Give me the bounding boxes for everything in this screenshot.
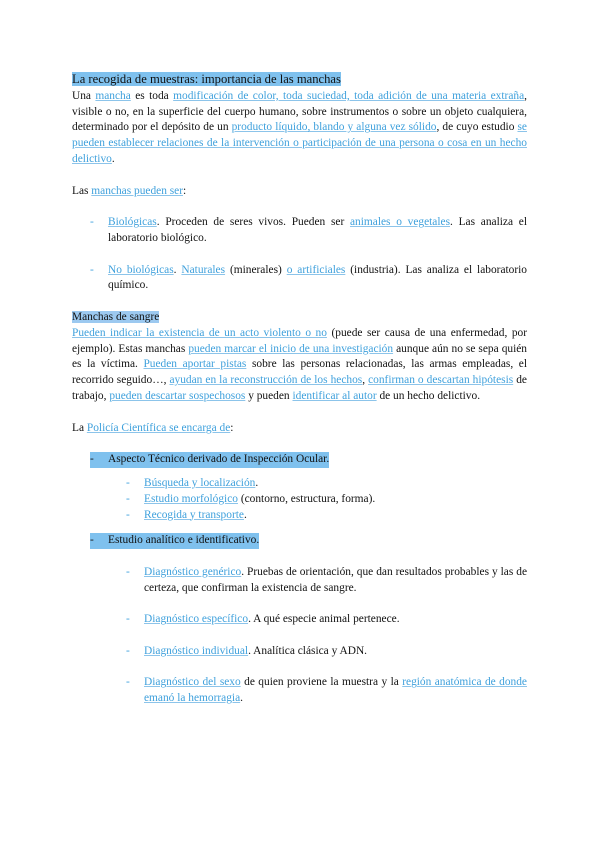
intro-text: , de cuyo estudio xyxy=(436,121,518,134)
technical-item xyxy=(126,476,527,492)
link-artificiales[interactable]: o artificiales xyxy=(286,263,346,276)
link-diagnostico-sexo[interactable]: Diagnóstico del sexo xyxy=(144,676,241,689)
police-text: La xyxy=(72,421,87,434)
intro-text: Una xyxy=(72,89,96,102)
bullet-dash: - xyxy=(90,534,94,547)
blood-link-hipotesis[interactable]: confirman o descartan hipótesis xyxy=(368,374,514,387)
police-link[interactable]: Policía Científica se encarga de xyxy=(86,421,231,434)
item-text: (contorno, estructura, forma). xyxy=(237,492,376,505)
item-text: . Analítica clásica y ADN. xyxy=(248,644,368,657)
spacer xyxy=(72,660,527,676)
item-text: . A qué especie animal pertenece. xyxy=(248,613,400,626)
link-estudio-morfologico[interactable]: Estudio morfológico xyxy=(144,492,238,505)
types-link[interactable]: manchas pueden ser xyxy=(91,184,184,197)
blood-text: sobre las personas relacionadas, las armas empleadas, el recorrido seguido…, xyxy=(72,358,527,387)
blood-link-acto-violento[interactable]: Pueden indicar la existencia de un acto violento o no xyxy=(72,326,327,339)
police-intro xyxy=(72,421,527,437)
link-naturales[interactable]: Naturales xyxy=(181,263,226,276)
bullet-dash: - xyxy=(126,508,130,521)
blood-text: de trabajo, xyxy=(72,374,527,402)
analytic-item xyxy=(126,612,527,628)
bullet-dash: - xyxy=(90,453,94,466)
technical-item-text xyxy=(144,492,375,508)
intro-link-producto[interactable]: producto líquido, blando y alguna vez sólido xyxy=(231,121,437,134)
list-item-text xyxy=(108,215,527,247)
blood-link-reconstruccion[interactable]: ayudan en la reconstrucción de los hechos xyxy=(169,374,363,387)
intro-link-modificacion[interactable]: modificación de color, toda suciedad, toda adición de una materia extraña xyxy=(173,89,525,102)
intro-paragraph xyxy=(72,89,527,168)
analytic-highlight xyxy=(90,533,259,549)
technical-item-text xyxy=(144,508,247,524)
analytic-item-text xyxy=(144,675,527,707)
police-text: : xyxy=(230,421,234,434)
item-text: . xyxy=(255,476,259,489)
blood-text: y pueden xyxy=(245,389,293,402)
bullet-dash: - xyxy=(90,216,94,229)
section-technical xyxy=(90,452,527,468)
title-highlight: La recogida de muestras: importancia de las manchas xyxy=(72,72,341,86)
blood-heading-highlight: Manchas de sangre xyxy=(72,310,160,323)
analytic-item xyxy=(126,675,527,707)
bullet-dash: - xyxy=(90,263,94,276)
document-page xyxy=(72,72,527,707)
spacer xyxy=(72,294,527,310)
item-text: . Las analiza el laboratorio biológico. xyxy=(108,216,527,244)
link-region-anatomica[interactable]: región anatómica de donde emanó la hemorragia xyxy=(144,676,527,705)
intro-text: . xyxy=(111,152,115,165)
item-text: de quien proviene la muestra y la xyxy=(240,676,403,689)
list-item-no-biologicas xyxy=(90,263,527,295)
analytic-item-text xyxy=(144,612,400,628)
bullet-dash: - xyxy=(126,676,130,689)
link-no-biologicas[interactable]: No biológicas xyxy=(108,263,174,276)
technical-item xyxy=(126,508,527,524)
page-title xyxy=(72,72,527,89)
technical-item xyxy=(126,492,527,508)
analytic-item xyxy=(126,565,527,597)
bullet-dash: - xyxy=(126,565,130,578)
spacer xyxy=(72,597,527,613)
blood-text: , xyxy=(362,374,369,387)
list-item-text xyxy=(108,263,527,295)
bullet-dash: - xyxy=(126,613,130,626)
types-intro xyxy=(72,184,527,200)
intro-text: es toda xyxy=(130,89,174,102)
spacer xyxy=(72,436,527,452)
spacer xyxy=(72,468,527,476)
link-biologicas[interactable]: Biológicas xyxy=(108,216,157,229)
bullet-dash: - xyxy=(126,644,130,657)
spacer xyxy=(72,168,527,184)
blood-link-investigacion[interactable]: pueden marcar el inicio de una investigación xyxy=(188,342,394,355)
section-analytic xyxy=(90,533,527,549)
spacer xyxy=(72,199,527,215)
blood-text: de un hecho delictivo. xyxy=(376,389,481,402)
link-diagnostico-individual[interactable]: Diagnóstico individual xyxy=(144,644,249,657)
list-item-biologicas xyxy=(90,215,527,247)
link-animales-vegetales[interactable]: animales o vegetales xyxy=(349,216,451,229)
bullet-dash: - xyxy=(126,476,130,489)
item-text: . Proceden de seres vivos. Pueden ser xyxy=(156,216,350,229)
spacer xyxy=(72,523,527,533)
technical-item-text xyxy=(144,476,258,492)
link-diagnostico-generico[interactable]: Diagnóstico genérico xyxy=(144,565,242,578)
blood-paragraph xyxy=(72,326,527,405)
spacer xyxy=(72,628,527,644)
bullet-dash: - xyxy=(126,492,130,505)
item-text: . xyxy=(243,508,247,521)
spacer xyxy=(72,247,527,263)
item-text: (industria). Las analiza el laboratorio químico. xyxy=(108,263,528,292)
blood-link-sospechosos[interactable]: pueden descartar sospechosos xyxy=(109,389,246,402)
blood-text: aunque aún no se sepa quién es la víctima. xyxy=(72,342,527,371)
item-text: (minerales) xyxy=(225,263,287,276)
analytic-item-text xyxy=(144,644,367,660)
analytic-item xyxy=(126,644,527,660)
analytic-label: Estudio analítico e identificativo. xyxy=(108,534,260,547)
link-recogida[interactable]: Recogida y transporte xyxy=(144,508,244,521)
technical-label: Aspecto Técnico derivado de Inspección Ocular. xyxy=(108,453,330,466)
blood-text: (puede ser causa de una enfermedad, por ejemplo). Estas manchas xyxy=(72,326,527,355)
spacer xyxy=(72,549,527,565)
intro-link-relaciones[interactable]: se pueden establecer relaciones de la intervención o participación de una persona o cosa en un hecho delictivo xyxy=(72,121,527,165)
spacer xyxy=(72,405,527,421)
intro-text: , visible o no, en la superficie del cuerpo humano, sobre instrumentos o sobre un objeto cualquiera, determinado por el depósito de un xyxy=(72,89,527,134)
blood-heading xyxy=(72,310,527,326)
item-text: . xyxy=(173,263,182,276)
types-text: Las xyxy=(72,184,92,197)
item-text: . xyxy=(240,692,244,705)
blood-link-autor[interactable]: identificar al autor xyxy=(292,389,377,402)
intro-link-mancha[interactable]: mancha xyxy=(95,89,131,102)
types-text: : xyxy=(183,184,187,197)
blood-link-pistas[interactable]: Pueden aportar pistas xyxy=(143,358,247,371)
analytic-item-text xyxy=(144,565,527,597)
technical-highlight xyxy=(90,452,329,468)
item-text: . Pruebas de orientación, que dan resultados probables y las de certeza, que confirman la existencia de sangre. xyxy=(144,565,527,594)
link-diagnostico-especifico[interactable]: Diagnóstico específico xyxy=(144,613,249,626)
link-busqueda[interactable]: Búsqueda y localización xyxy=(144,476,256,489)
